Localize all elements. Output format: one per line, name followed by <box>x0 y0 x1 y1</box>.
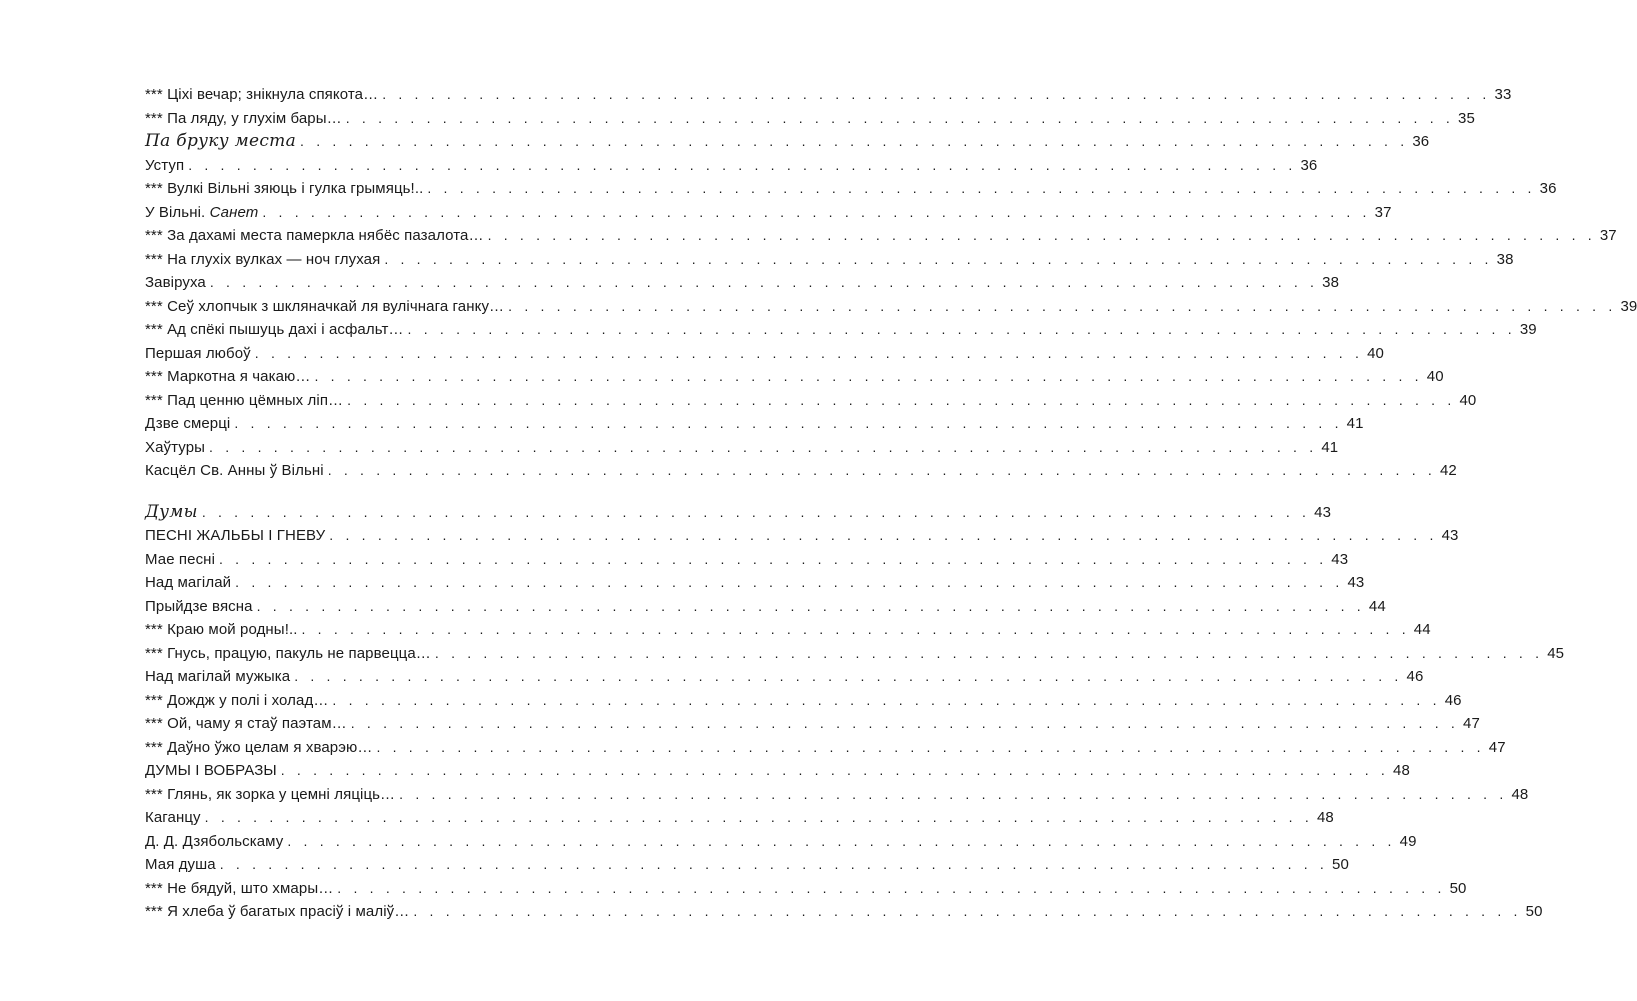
toc-entry-title-text: Дзве смерці <box>145 415 231 432</box>
toc-entry[interactable] <box>145 689 1462 713</box>
toc-entry-title <box>145 342 255 366</box>
dot-leader: . . . . . . . . . . . . . . . . . . . . . . . . . . . . . . . . . . . . . . . . . . . . . . . . . . . . . . . . . . . . . . . . . . . . . <box>188 156 1297 173</box>
toc-page-number: 50 <box>1449 879 1467 897</box>
toc-page-number: 50 <box>1525 903 1543 920</box>
toc-list <box>145 83 1637 924</box>
toc-entry-title-text: ПЕСНІ ЖАЛЬБЫ І ГНЕВУ <box>145 527 326 544</box>
toc-entry[interactable] <box>145 712 1480 736</box>
toc-entry-title <box>145 318 408 342</box>
toc-page-number: 41 <box>1321 438 1339 456</box>
toc-page-number: 44 <box>1368 597 1386 615</box>
toc-entry-title <box>145 224 488 248</box>
toc-entry-title <box>145 712 351 736</box>
toc-entry[interactable] <box>145 224 1617 248</box>
toc-entry-title <box>145 571 235 595</box>
toc-entry-title-text: Хаўтуры <box>145 438 206 456</box>
toc-entry[interactable] <box>145 177 1557 201</box>
toc-entry[interactable] <box>145 365 1444 389</box>
toc-page-number: 48 <box>1511 785 1529 803</box>
dot-leader: . . . . . . . . . . . . . . . . . . . . . . . . . . . . . . . . . . . . . . . . . . . . . . . . . . . . . . . . . . . . . . . . . . . . . <box>347 391 1456 408</box>
toc-entry-title-text: *** Маркотна я чакаю… <box>145 368 311 385</box>
toc-entry-title <box>145 642 435 666</box>
toc-entry-title-text: *** Сеў хлопчык з шкляначкай ля вулічнага ганку… <box>145 297 505 315</box>
toc-entry[interactable] <box>145 83 1512 107</box>
toc-entry[interactable] <box>145 853 1349 877</box>
toc-entry-title-text: Мае песні <box>145 550 215 568</box>
dot-leader: . . . . . . . . . . . . . . . . . . . . . . . . . . . . . . . . . . . . . . . . . . . . . . . . . . . . . . . . . . . . . . . . . . . . . <box>345 109 1455 126</box>
toc-entry-title <box>145 595 257 619</box>
toc-entry-title-text: *** Па ляду, у глухім бары… <box>145 109 342 127</box>
toc-entry[interactable] <box>145 736 1506 760</box>
toc-page-number: 35 <box>1458 109 1475 127</box>
dot-leader: . . . . . . . . . . . . . . . . . . . . . . . . . . . . . . . . . . . . . . . . . . . . . . . . . . . . . . . . . . . . . . . . . . . . . <box>301 621 1410 637</box>
toc-page-number: 42 <box>1439 462 1457 479</box>
dot-leader: . . . . . . . . . . . . . . . . . . . . . . . . . . . . . . . . . . . . . . . . . . . . . . . . . . . . . . . . . . . . . . . . . . . . . <box>487 227 1596 243</box>
dot-leader: . . . . . . . . . . . . . . . . . . . . . . . . . . . . . . . . . . . . . . . . . . . . . . . . . . . . . . . . . . . . . . . . . . . . . <box>434 644 1544 661</box>
dot-leader: . . . . . . . . . . . . . . . . . . . . . . . . . . . . . . . . . . . . . . . . . . . . . . . . . . . . . . . . . . . . . . . . . . . . . <box>413 903 1522 919</box>
toc-entry-title-italic: Санет <box>209 203 259 221</box>
toc-page-number: 36 <box>1412 133 1430 150</box>
toc-page-number: 38 <box>1322 274 1340 291</box>
toc-page-number: 43 <box>1441 527 1459 544</box>
toc-page-number: 40 <box>1367 344 1384 362</box>
toc-page-number: 44 <box>1413 621 1431 638</box>
toc-entry-title-text: *** Вулкі Вільні зяюць і гулка грымяць!.. <box>145 180 424 197</box>
dot-leader: . . . . . . . . . . . . . . . . . . . . . . . . . . . . . . . . . . . . . . . . . . . . . . . . . . . . . . . . . . . . . . . . . . . . . <box>350 715 1460 731</box>
toc-page-number: 36 <box>1300 156 1318 174</box>
toc-entry-title <box>145 900 413 924</box>
toc-page-number: 43 <box>1314 503 1332 521</box>
toc-entry-title <box>145 736 376 760</box>
toc-entry[interactable] <box>145 759 1410 783</box>
dot-leader: . . . . . . . . . . . . . . . . . . . . . . . . . . . . . . . . . . . . . . . . . . . . . . . . . . . . . . . . . . . . . . . . . . . . . <box>382 86 1491 102</box>
toc-page-number: 47 <box>1463 715 1480 732</box>
toc-entry-title-text: Д. Д. Дзябольскаму <box>145 832 284 850</box>
toc-section-heading[interactable] <box>145 130 1430 154</box>
toc-entry-title-text: Каганцу <box>145 809 201 826</box>
toc-entry[interactable] <box>145 436 1339 460</box>
dot-leader: . . . . . . . . . . . . . . . . . . . . . . . . . . . . . . . . . . . . . . . . . . . . . . . . . . . . . . . . . . . . . . . . . . . . . <box>254 344 1364 361</box>
toc-entry[interactable] <box>145 665 1424 689</box>
toc-entry-title-text: *** Глянь, як зорка у цемні ляціць… <box>145 785 396 803</box>
dot-leader: . . . . . . . . . . . . . . . . . . . . . . . . . . . . . . . . . . . . . . . . . . . . . . . . . . . . . . . . . . . . . . . . . . . . . <box>262 203 1371 220</box>
toc-entry-title-text: Над магілай <box>145 574 232 591</box>
toc-entry-title <box>145 548 219 572</box>
toc-entry-title-text: *** За дахамі места памеркла нябёс пазалота… <box>145 227 484 244</box>
toc-page-number: 41 <box>1346 415 1364 432</box>
dot-leader: . . . . . . . . . . . . . . . . . . . . . . . . . . . . . . . . . . . . . . . . . . . . . . . . . . . . . . . . . . . . . . . . . . . . . <box>300 133 1409 149</box>
toc-entry[interactable] <box>145 271 1340 295</box>
toc-entry-title <box>145 689 332 713</box>
toc-entry[interactable] <box>145 830 1417 854</box>
toc-entry-title <box>145 177 427 201</box>
toc-entry[interactable] <box>145 459 1457 483</box>
toc-entry-title-text: *** На глухіх вулках — ноч глухая <box>145 250 381 268</box>
dot-leader: . . . . . . . . . . . . . . . . . . . . . . . . . . . . . . . . . . . . . . . . . . . . . . . . . . . . . . . . . . . . . . . . . . . . . <box>294 668 1403 684</box>
toc-entry[interactable] <box>145 389 1477 413</box>
toc-page-number: 38 <box>1496 250 1514 268</box>
toc-entry-title-text: Над магілай мужыка <box>145 668 291 685</box>
toc-entry-title <box>145 877 337 901</box>
toc-page-number: 47 <box>1488 738 1506 756</box>
toc-entry-title <box>145 853 220 877</box>
toc-entry-title <box>145 130 300 154</box>
toc-entry-title <box>145 783 399 807</box>
toc-entry-title-text: *** Дождж у полі і холад… <box>145 691 329 709</box>
toc-entry-title <box>145 759 281 783</box>
toc-page-number: 45 <box>1547 644 1565 662</box>
toc-entry-title <box>145 806 205 830</box>
toc-entry-title-text: Завіруха <box>145 274 206 291</box>
dot-leader: . . . . . . . . . . . . . . . . . . . . . . . . . . . . . . . . . . . . . . . . . . . . . . . . . . . . . . . . . . . . . . . . . . . . . <box>384 250 1493 267</box>
toc-entry-title-text: *** Не бядуй, што хмары… <box>145 879 334 897</box>
toc-page-number: 37 <box>1374 203 1392 221</box>
toc-entry-title <box>145 271 210 295</box>
toc-entry-title <box>145 412 234 436</box>
toc-entry-title-text: Першая любоў <box>145 344 251 362</box>
dot-leader: . . . . . . . . . . . . . . . . . . . . . . . . . . . . . . . . . . . . . . . . . . . . . . . . . . . . . . . . . . . . . . . . . . . . . <box>219 550 1328 567</box>
dot-leader: . . . . . . . . . . . . . . . . . . . . . . . . . . . . . . . . . . . . . . . . . . . . . . . . . . . . . . . . . . . . . . . . . . . . . <box>332 691 1441 708</box>
toc-page-number: 39 <box>1620 297 1637 315</box>
dot-leader: . . . . . . . . . . . . . . . . . . . . . . . . . . . . . . . . . . . . . . . . . . . . . . . . . . . . . . . . . . . . . . . . . . . . . <box>209 274 1319 290</box>
toc-entry-title-text: *** Пад ценню цёмных ліп… <box>145 391 344 409</box>
dot-leader: . . . . . . . . . . . . . . . . . . . . . . . . . . . . . . . . . . . . . . . . . . . . . . . . . . . . . . . . . . . . . . . . . . . . . <box>427 180 1536 196</box>
dot-leader: . . . . . . . . . . . . . . . . . . . . . . . . . . . . . . . . . . . . . . . . . . . . . . . . . . . . . . . . . . . . . . . . . . . . . <box>219 856 1329 872</box>
toc-entry-title-text: ДУМЫ І ВОБРАЗЫ <box>145 762 277 779</box>
toc-entry-title <box>145 295 508 319</box>
toc-page-number: 48 <box>1393 762 1410 779</box>
toc-entry-title <box>145 501 202 525</box>
toc-page-number: 50 <box>1332 856 1349 873</box>
dot-leader: . . . . . . . . . . . . . . . . . . . . . . . . . . . . . . . . . . . . . . . . . . . . . . . . . . . . . . . . . . . . . . . . . . . . . <box>287 832 1396 849</box>
toc-page-number: 40 <box>1459 391 1477 409</box>
toc-entry-title-text: *** Ад спёкі пышуць дахі і асфальт… <box>145 321 404 338</box>
dot-leader: . . . . . . . . . . . . . . . . . . . . . . . . . . . . . . . . . . . . . . . . . . . . . . . . . . . . . . . . . . . . . . . . . . . . . <box>209 438 1318 455</box>
toc-entry-title <box>145 665 294 689</box>
dot-leader: . . . . . . . . . . . . . . . . . . . . . . . . . . . . . . . . . . . . . . . . . . . . . . . . . . . . . . . . . . . . . . . . . . . . . <box>204 809 1313 825</box>
dot-leader: . . . . . . . . . . . . . . . . . . . . . . . . . . . . . . . . . . . . . . . . . . . . . . . . . . . . . . . . . . . . . . . . . . . . . <box>280 762 1390 778</box>
toc-page-number: 33 <box>1494 86 1512 103</box>
toc-section-heading[interactable] <box>145 501 1332 525</box>
toc-entry-title <box>145 389 347 413</box>
toc-entry-title-text: Мая душа <box>145 856 216 873</box>
toc-entry-title <box>145 248 384 272</box>
toc-entry-title-text: *** Ціхі вечар; знікнула спякота… <box>145 86 379 103</box>
toc-entry-title-text: Па бруку места <box>145 131 297 151</box>
toc-entry-title-text: *** Ой, чаму я стаў паэтам… <box>145 715 347 732</box>
toc-page-number: 43 <box>1331 550 1349 568</box>
toc-entry[interactable] <box>145 154 1318 178</box>
dot-leader: . . . . . . . . . . . . . . . . . . . . . . . . . . . . . . . . . . . . . . . . . . . . . . . . . . . . . . . . . . . . . . . . . . . . . <box>407 321 1516 337</box>
toc-page-number: 43 <box>1347 574 1365 591</box>
dot-leader: . . . . . . . . . . . . . . . . . . . . . . . . . . . . . . . . . . . . . . . . . . . . . . . . . . . . . . . . . . . . . . . . . . . . . <box>327 462 1436 478</box>
dot-leader: . . . . . . . . . . . . . . . . . . . . . . . . . . . . . . . . . . . . . . . . . . . . . . . . . . . . . . . . . . . . . . . . . . . . . <box>508 297 1617 314</box>
toc-entry[interactable] <box>145 548 1349 572</box>
toc-entry-title-text: У Вільні. <box>145 203 206 221</box>
toc-entry-title-text: *** Краю мой родны!.. <box>145 621 298 638</box>
dot-leader: . . . . . . . . . . . . . . . . . . . . . . . . . . . . . . . . . . . . . . . . . . . . . . . . . . . . . . . . . . . . . . . . . . . . . <box>329 527 1438 543</box>
toc-entry[interactable] <box>145 618 1431 642</box>
dot-leader: . . . . . . . . . . . . . . . . . . . . . . . . . . . . . . . . . . . . . . . . . . . . . . . . . . . . . . . . . . . . . . . . . . . . . <box>201 503 1311 520</box>
toc-entry-title <box>145 107 346 131</box>
toc-entry-title-text: *** Даўно ўжо целам я хварэю… <box>145 738 373 756</box>
toc-page-number: 48 <box>1316 809 1334 826</box>
toc-entry-title-text: Уступ <box>145 156 185 174</box>
toc-entry-title <box>145 154 188 178</box>
dot-leader: . . . . . . . . . . . . . . . . . . . . . . . . . . . . . . . . . . . . . . . . . . . . . . . . . . . . . . . . . . . . . . . . . . . . . <box>256 597 1365 614</box>
dot-leader: . . . . . . . . . . . . . . . . . . . . . . . . . . . . . . . . . . . . . . . . . . . . . . . . . . . . . . . . . . . . . . . . . . . . . <box>376 738 1485 755</box>
toc-entry[interactable] <box>145 783 1529 807</box>
toc-entry[interactable] <box>145 595 1386 619</box>
toc-entry[interactable] <box>145 412 1364 436</box>
toc-entry-title-text: Думы <box>145 501 198 522</box>
dot-leader: . . . . . . . . . . . . . . . . . . . . . . . . . . . . . . . . . . . . . . . . . . . . . . . . . . . . . . . . . . . . . . . . . . . . . <box>235 574 1344 590</box>
toc-entry-title-text: Прыйдзе вясна <box>145 597 253 615</box>
toc-entry-title-text: *** Я хлеба ў багатых прасіў і маліў… <box>145 903 410 920</box>
toc-entry[interactable] <box>145 806 1334 830</box>
toc-entry[interactable] <box>145 571 1365 595</box>
toc-page-number: 36 <box>1539 180 1557 197</box>
toc-entry[interactable] <box>145 295 1637 319</box>
toc-page-number: 46 <box>1406 668 1424 685</box>
toc-entry-title <box>145 436 209 460</box>
toc-page-number: 49 <box>1399 832 1417 850</box>
toc-entry-title <box>145 83 382 107</box>
toc-page-number: 40 <box>1426 368 1444 385</box>
toc-entry-title <box>145 201 262 225</box>
table-of-contents-page <box>145 83 1637 924</box>
toc-page-number: 46 <box>1444 691 1462 709</box>
dot-leader: . . . . . . . . . . . . . . . . . . . . . . . . . . . . . . . . . . . . . . . . . . . . . . . . . . . . . . . . . . . . . . . . . . . . . <box>234 415 1343 431</box>
toc-entry[interactable] <box>145 524 1459 548</box>
toc-entry[interactable] <box>145 342 1384 366</box>
toc-entry[interactable] <box>145 318 1537 342</box>
toc-page-number: 39 <box>1519 321 1537 338</box>
toc-entry-title <box>145 365 314 389</box>
dot-leader: . . . . . . . . . . . . . . . . . . . . . . . . . . . . . . . . . . . . . . . . . . . . . . . . . . . . . . . . . . . . . . . . . . . . . <box>399 785 1508 802</box>
toc-entry-title-text: Касцёл Св. Анны ў Вільні <box>145 462 324 479</box>
dot-leader: . . . . . . . . . . . . . . . . . . . . . . . . . . . . . . . . . . . . . . . . . . . . . . . . . . . . . . . . . . . . . . . . . . . . . <box>314 368 1423 384</box>
toc-entry-title <box>145 618 302 642</box>
toc-page-number: 37 <box>1599 227 1617 244</box>
toc-entry-title <box>145 524 329 548</box>
toc-entry[interactable] <box>145 107 1475 131</box>
toc-entry-title <box>145 830 287 854</box>
toc-entry[interactable] <box>145 900 1543 924</box>
toc-entry[interactable] <box>145 248 1514 272</box>
toc-entry-title-text: *** Гнусь, працую, пакуль не парвецца… <box>145 644 431 662</box>
toc-entry[interactable] <box>145 877 1467 901</box>
toc-entry-title <box>145 459 328 483</box>
toc-entry[interactable] <box>145 201 1392 225</box>
toc-entry[interactable] <box>145 642 1565 666</box>
dot-leader: . . . . . . . . . . . . . . . . . . . . . . . . . . . . . . . . . . . . . . . . . . . . . . . . . . . . . . . . . . . . . . . . . . . . . <box>337 879 1446 896</box>
